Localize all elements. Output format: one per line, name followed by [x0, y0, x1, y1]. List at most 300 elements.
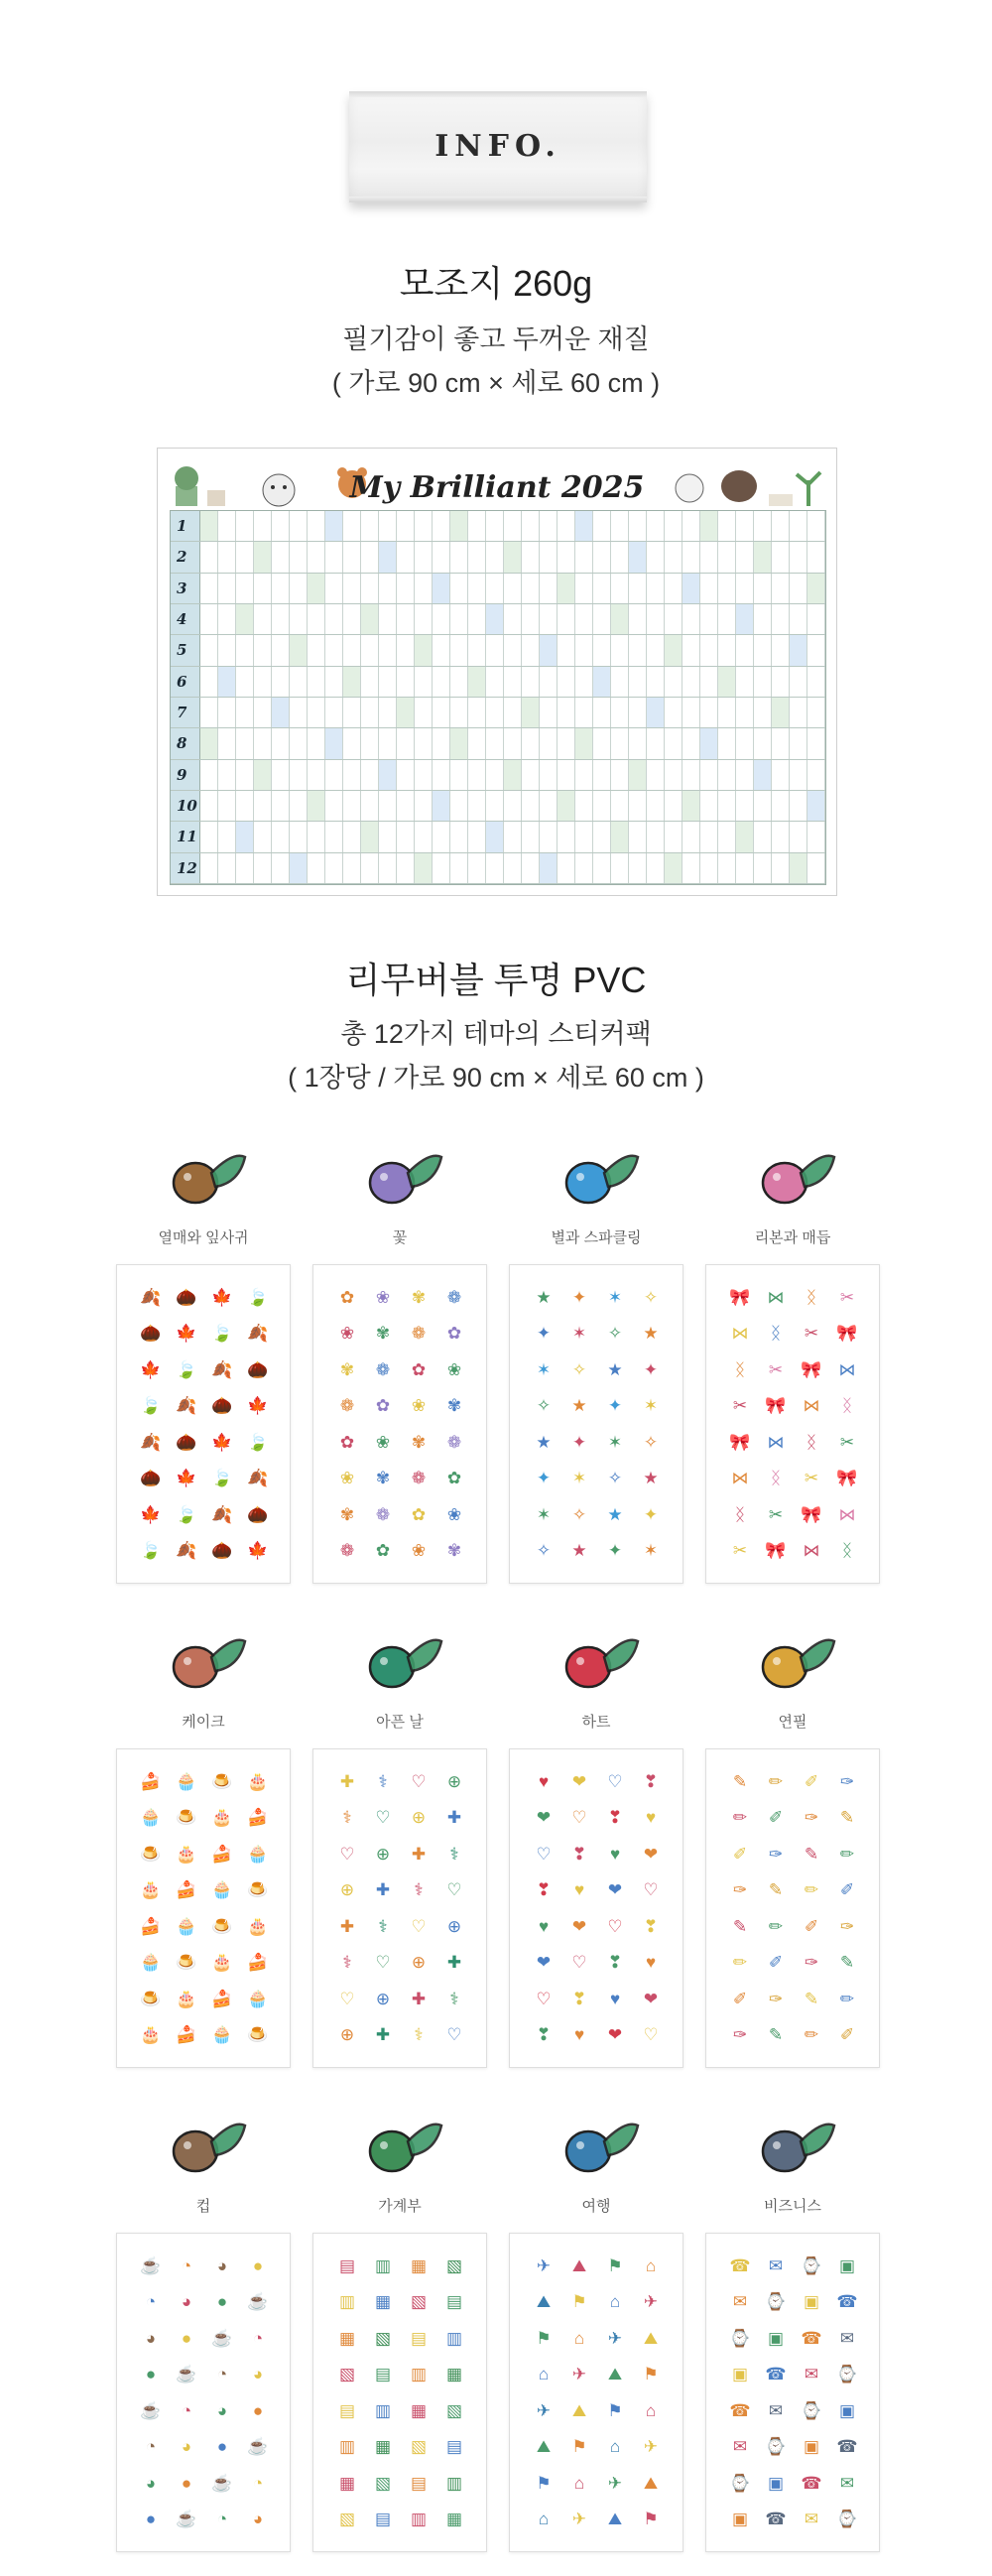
theme-name: 아픈 날 [376, 1714, 424, 1731]
sticker-icon: ✧ [607, 1469, 623, 1488]
weekend-cell [629, 542, 646, 572]
sticker-icon: 🧁 [140, 1953, 162, 1973]
sticker-icon: ⌂ [645, 2255, 657, 2275]
sticker-icon: ● [145, 2510, 157, 2529]
sticker-icon: ✑ [804, 1808, 819, 1828]
sticker-icon: ♡ [446, 1880, 462, 1900]
sticker-icon: 🌰 [247, 1359, 269, 1379]
sticker-icon: ◕ [145, 2328, 157, 2348]
sticker-icon: ❣ [643, 1916, 659, 1936]
sticker-icon: ⚑ [571, 2292, 587, 2312]
weekend-cell [558, 574, 574, 603]
sticker-icon: ✾ [339, 1359, 355, 1379]
sticker-grid [133, 1279, 276, 1569]
sticker-icon: ♡ [411, 1916, 427, 1936]
sticker-icon: ✂ [839, 1432, 855, 1452]
sticker-icon: ⌚ [765, 2437, 787, 2457]
info-tag-label: INFO. [434, 129, 561, 164]
sticker-icon: ⊕ [446, 1916, 462, 1936]
sticker-icon: ✾ [339, 1504, 355, 1524]
calendar-day-cells [200, 853, 825, 883]
sticker-icon: ▣ [767, 2473, 785, 2493]
sticker-icon: ⊕ [411, 1808, 427, 1828]
theme-name: 하트 [581, 1714, 611, 1731]
weekend-cell [272, 698, 289, 727]
sticker-icon: ✿ [411, 1359, 427, 1379]
sticker-icon: ▥ [374, 2400, 392, 2420]
sticker-icon: ❤ [643, 1989, 659, 2008]
sticker-icon: ✦ [607, 1541, 623, 1561]
sticker-icon: 🎀 [729, 1287, 751, 1307]
sticker-icon: 🎀 [801, 1359, 822, 1379]
sticker-icon: ★ [643, 1324, 659, 1344]
sticker-icon: ✿ [446, 1324, 462, 1344]
calendar-month-row [171, 542, 825, 573]
sticker-icon: ✈ [571, 2510, 587, 2529]
sticker-icon: ⌚ [836, 2365, 858, 2384]
sticker-icon: 🌰 [140, 1324, 162, 1344]
weekend-cell [593, 667, 610, 697]
sticker-icon: ▣ [838, 2400, 856, 2420]
sticker-icon: ⊕ [375, 1989, 391, 2008]
sticker-icon: ❀ [339, 1469, 355, 1488]
calendar-month-label: 2 [171, 542, 200, 572]
calendar-month-label: 6 [171, 667, 200, 697]
sticker-icon: ✂ [839, 1287, 855, 1307]
pvc-size: ( 1장당 / 가로 90 cm × 세로 60 cm ) [288, 1063, 704, 1093]
sticker-icon: 🎀 [729, 1432, 751, 1452]
sticker-icon: 🎂 [211, 1953, 233, 1973]
sticker-icon: ✾ [411, 1287, 427, 1307]
sticker-icon: ⌚ [801, 2400, 822, 2420]
sticker-icon: ☕ [247, 2437, 269, 2457]
flower-icon [350, 1143, 449, 1213]
sticker-icon: ● [181, 2473, 192, 2493]
sticker-icon: 🎀 [836, 1469, 858, 1488]
sticker-icon: ✦ [536, 1469, 552, 1488]
sticker-icon: 🍂 [176, 1396, 197, 1416]
weekend-cell [807, 574, 824, 603]
sticker-icon: ★ [571, 1396, 587, 1416]
sticker-icon: ● [252, 2255, 264, 2275]
sticker-icon: ⊕ [375, 1844, 391, 1864]
sticker-icon: ☎ [836, 2437, 858, 2457]
weekend-cell [361, 604, 378, 634]
sticker-icon: ✑ [732, 1880, 748, 1900]
sticker-icon: 🍰 [140, 1916, 162, 1936]
sticker-icon: ✿ [411, 1504, 427, 1524]
sticker-icon: 🍰 [247, 1808, 269, 1828]
sticker-icon: ★ [607, 1359, 623, 1379]
sticker-icon: ▣ [731, 2365, 749, 2384]
weekend-cell [540, 635, 557, 665]
sticker-icon: ❣ [607, 1953, 623, 1973]
sticker-icon: ♡ [536, 1989, 552, 2008]
sticker-icon: ✦ [571, 1287, 587, 1307]
sticker-icon: ▦ [445, 2510, 463, 2529]
sticker-icon: ❁ [375, 1359, 391, 1379]
sticker-icon: ⋈ [767, 1432, 785, 1452]
sticker-icon: 🍂 [211, 1359, 233, 1379]
weekend-cell [486, 604, 503, 634]
sticker-icon: ✐ [768, 1953, 784, 1973]
weekend-cell [611, 604, 628, 634]
sticker-icon: ▧ [410, 2437, 428, 2457]
sticker-icon: ✏ [839, 1844, 855, 1864]
sticker-icon: 🍁 [176, 1469, 197, 1488]
sticker-grid [526, 2248, 669, 2537]
sticker-icon: ✧ [536, 1396, 552, 1416]
sticker-icon: 🍁 [211, 1432, 233, 1452]
sticker-icon: ✂ [732, 1541, 748, 1561]
sticker-icon: ✈ [607, 2473, 623, 2493]
sticker-icon: ☕ [211, 2328, 233, 2348]
weekend-cell [415, 853, 432, 883]
sticker-icon: ✏ [732, 1953, 748, 1973]
sticker-icon: ● [216, 2437, 228, 2457]
sticker-icon: ❁ [411, 1469, 427, 1488]
sticker-icon: ⛰ [643, 2328, 659, 2348]
sticker-grid [722, 1279, 865, 1569]
sticker-icon: ▦ [410, 2400, 428, 2420]
sticker-icon: ☕ [247, 2292, 269, 2312]
weekend-cell [450, 728, 467, 758]
sticker-icon: ★ [571, 1541, 587, 1561]
sticker-icon: ✐ [804, 1771, 819, 1791]
paper-size: ( 가로 90 cm × 세로 60 cm ) [331, 368, 661, 398]
weekend-cell [325, 511, 342, 541]
sticker-icon: ✚ [446, 1953, 462, 1973]
sticker-icon: 🍰 [140, 1771, 162, 1791]
poster-title: My Brilliant 2025 [349, 470, 645, 505]
calendar-month-row [171, 760, 825, 791]
sticker-icon: ♥ [645, 1953, 657, 1973]
paper-desc: 필기감이 좋고 두꺼운 재질 [342, 324, 650, 354]
calendar-day-cells [200, 791, 825, 821]
sticker-icon: ◔ [181, 2400, 192, 2420]
sticker-icon: ✈ [607, 2328, 623, 2348]
sticker-icon: ▧ [445, 2400, 463, 2420]
sticker-icon: 🧁 [211, 2025, 233, 2045]
sticker-icon: ✉ [768, 2255, 784, 2275]
sticker-icon: ◔ [216, 2365, 228, 2384]
sticker-icon: ⚑ [643, 2365, 659, 2384]
weekend-cell [468, 667, 485, 697]
sticker-icon: ☎ [729, 2400, 751, 2420]
sticker-icon: ⛰ [607, 2365, 623, 2384]
sticker-icon: ✉ [804, 2365, 819, 2384]
calendar-month-row [171, 698, 825, 728]
sticker-icon: ▤ [374, 2365, 392, 2384]
sticker-icon: ▤ [338, 2400, 356, 2420]
sticker-icon: ★ [536, 1432, 552, 1452]
sticker-icon: 🎂 [247, 1771, 269, 1791]
sticker-icon: ⚕ [378, 1771, 388, 1791]
sticker-icon: 🎀 [765, 1541, 787, 1561]
weekend-cell [790, 635, 806, 665]
sticker-icon: ◕ [216, 2400, 228, 2420]
sticker-icon: ✿ [375, 1396, 391, 1416]
sticker-icon: 🌰 [176, 1432, 197, 1452]
weekend-cell [200, 511, 217, 541]
sticker-icon: ❤ [607, 2025, 623, 2045]
sticker-icon: ✉ [839, 2328, 855, 2348]
sticker-icon: ⊕ [339, 2025, 355, 2045]
calendar-month-row [171, 604, 825, 635]
weekend-cell [308, 574, 324, 603]
sticker-icon: ✏ [804, 2025, 819, 2045]
sticker-icon: ☕ [176, 2365, 197, 2384]
sticker-icon: ✑ [768, 1989, 784, 2008]
weekend-cell [807, 791, 824, 821]
sticker-grid [329, 1279, 472, 1569]
sticker-icon: ⚑ [607, 2255, 623, 2275]
sticker-icon: ▧ [374, 2328, 392, 2348]
calendar-day-cells [200, 574, 825, 603]
sticker-icon: ▦ [374, 2437, 392, 2457]
weekend-cell [611, 822, 628, 851]
sticker-icon: ✶ [536, 1504, 552, 1524]
sticker-icon: ⌂ [573, 2473, 585, 2493]
sticker-icon: ⚑ [536, 2328, 552, 2348]
weekend-cell [433, 574, 449, 603]
sticker-icon: ◔ [181, 2255, 192, 2275]
sticker-icon: 🌰 [176, 1287, 197, 1307]
pencil-icon [743, 1627, 842, 1697]
sticker-icon: ❁ [411, 1324, 427, 1344]
sticker-icon: ◕ [181, 2292, 192, 2312]
sticker-icon: ✦ [536, 1324, 552, 1344]
sticker-icon: ✶ [571, 1324, 587, 1344]
sticker-icon: ✧ [571, 1359, 587, 1379]
weekend-cell [629, 760, 646, 790]
sticker-icon: ⛰ [643, 2473, 659, 2493]
sticker-sheet [312, 1748, 487, 2068]
calendar-month-row [171, 574, 825, 604]
sticker-icon: ◔ [216, 2510, 228, 2529]
sticker-icon: 🌰 [211, 1396, 233, 1416]
sticker-icon: 🍰 [176, 2025, 197, 2045]
sticker-icon: ❁ [446, 1287, 462, 1307]
weekend-cell [736, 822, 753, 851]
sticker-icon: ♡ [375, 1808, 391, 1828]
sticker-icon: ♥ [573, 1880, 585, 1900]
sticker-icon: ⌂ [538, 2365, 550, 2384]
sticker-icon: ✾ [446, 1396, 462, 1416]
sticker-icon: ▤ [445, 2437, 463, 2457]
sticker-icon: 🍁 [211, 1287, 233, 1307]
sticker-icon: ✂ [768, 1359, 784, 1379]
sticker-icon: ⋈ [838, 1359, 856, 1379]
sticker-icon: ★ [536, 1287, 552, 1307]
sticker-icon: ✾ [375, 1469, 391, 1488]
sticker-icon: ❣ [607, 1808, 623, 1828]
theme-name: 꽃 [392, 1229, 408, 1246]
weekend-cell [504, 760, 521, 790]
sticker-icon: ▤ [338, 2255, 356, 2275]
calendar-month-label: 4 [171, 604, 200, 634]
sticker-icon: ✉ [768, 2400, 784, 2420]
sticker-icon: ☕ [211, 2473, 233, 2493]
weekend-cell [325, 728, 342, 758]
business-icon [743, 2112, 842, 2181]
sticker-icon: ✉ [732, 2437, 748, 2457]
sticker-icon: ◕ [216, 2255, 228, 2275]
sticker-icon: ✦ [643, 1504, 659, 1524]
sticker-icon: ♡ [643, 2025, 659, 2045]
sticker-icon: 🌰 [140, 1469, 162, 1488]
sticker-icon: ◕ [145, 2473, 157, 2493]
sticker-icon: ❀ [411, 1396, 427, 1416]
sticker-icon: 🍃 [211, 1324, 233, 1344]
sticker-grid [133, 2248, 276, 2537]
sticker-icon: ✚ [446, 1808, 462, 1828]
sticker-icon: ⋈ [803, 1396, 820, 1416]
sticker-icon: ✧ [643, 1432, 659, 1452]
sticker-grid [133, 1763, 276, 2053]
weekend-cell [415, 635, 432, 665]
sticker-icon: ❀ [339, 1324, 355, 1344]
sticker-icon: ⛰ [607, 2510, 623, 2529]
sticker-icon: ᛝ [770, 1469, 782, 1488]
sticker-icon: ❤ [571, 1771, 587, 1791]
sticker-icon: ☎ [801, 2328, 822, 2348]
sticker-icon: ✚ [375, 1880, 391, 1900]
sticker-icon: ☕ [140, 2400, 162, 2420]
sticker-icon: ▦ [445, 2365, 463, 2384]
theme-name: 열매와 잎사귀 [158, 1229, 249, 1246]
calendar-day-cells [200, 635, 825, 665]
sticker-grid [722, 2248, 865, 2537]
poster-illustration-right [670, 451, 828, 510]
sticker-icon: ♡ [643, 1880, 659, 1900]
sticker-icon: 🍰 [247, 1953, 269, 1973]
sticker-icon: 🍁 [140, 1504, 162, 1524]
weekend-cell [790, 853, 806, 883]
sticker-icon: ✎ [732, 1771, 748, 1791]
sticker-icon: ✾ [446, 1541, 462, 1561]
sticker-icon: ★ [607, 1504, 623, 1524]
sticker-icon: ⚕ [414, 2025, 424, 2045]
weekend-cell [575, 511, 592, 541]
sticker-sheet [116, 1748, 291, 2068]
sticker-icon: ❣ [536, 1880, 552, 1900]
sticker-icon: ❁ [339, 1541, 355, 1561]
sticker-icon: ᛝ [841, 1541, 853, 1561]
sticker-icon: 🧁 [176, 1916, 197, 1936]
sticker-icon: ⚑ [607, 2400, 623, 2420]
theme-name: 케이크 [182, 1714, 225, 1731]
sticker-icon: ❁ [339, 1396, 355, 1416]
sticker-icon: ● [145, 2365, 157, 2384]
sticker-grid [722, 1763, 865, 2053]
sticker-icon: ✐ [839, 2025, 855, 2045]
weekend-cell [772, 698, 789, 727]
sticker-icon: 🎂 [176, 1844, 197, 1864]
weekend-cell [236, 822, 253, 851]
sticker-icon: ᛝ [734, 1504, 746, 1524]
sticker-icon: ♥ [609, 1989, 621, 2008]
weekend-cell [379, 542, 396, 572]
sticker-icon: ❣ [571, 1989, 587, 2008]
ribbon-icon [743, 1143, 842, 1213]
sticker-icon: ✂ [732, 1396, 748, 1416]
calendar-month-row [171, 853, 825, 884]
pvc-desc: 총 12가지 테마의 스티커팩 [340, 1019, 652, 1049]
sticker-icon: ❣ [643, 1771, 659, 1791]
sticker-icon: ✏ [839, 1989, 855, 2008]
sticker-icon: 🍰 [211, 1989, 233, 2008]
sticker-icon: ❀ [446, 1504, 462, 1524]
sticker-sheet [116, 2233, 291, 2552]
sticker-icon: 🍮 [211, 1916, 233, 1936]
sticker-grid [329, 1763, 472, 2053]
weekend-cell [308, 791, 324, 821]
sticker-icon: 🍃 [211, 1469, 233, 1488]
sticker-icon: ⚕ [342, 1808, 352, 1828]
sticker-icon: ❀ [446, 1359, 462, 1379]
sticker-icon: 🍂 [211, 1504, 233, 1524]
sticker-icon: 🍮 [140, 1989, 162, 2008]
sticker-icon: ♡ [571, 1808, 587, 1828]
sticker-icon: ✎ [768, 1880, 784, 1900]
sticker-icon: ✶ [571, 1469, 587, 1488]
sticker-icon: ✎ [804, 1844, 819, 1864]
sticker-icon: ✎ [804, 1989, 819, 2008]
sticker-icon: ❣ [571, 1844, 587, 1864]
sticker-icon: ▣ [731, 2510, 749, 2529]
sticker-icon: ◔ [252, 2328, 264, 2348]
sticker-icon: 🎂 [247, 1916, 269, 1936]
sticker-icon: 🧁 [247, 1989, 269, 2008]
sticker-icon: ▣ [803, 2437, 820, 2457]
sticker-icon: ✿ [339, 1287, 355, 1307]
sticker-icon: ✎ [839, 1953, 855, 1973]
sticker-icon: ▣ [838, 2255, 856, 2275]
sticker-icon: ✐ [732, 1989, 748, 2008]
sticker-icon: ⌂ [609, 2437, 621, 2457]
travel-icon [547, 2112, 646, 2181]
sticker-icon: 🍮 [140, 1844, 162, 1864]
sticker-icon: ⚑ [643, 2510, 659, 2529]
sticker-icon: 🍃 [140, 1541, 162, 1561]
sticker-icon: ♡ [339, 1844, 355, 1864]
sticker-icon: ▧ [338, 2365, 356, 2384]
sticker-icon: ✶ [643, 1541, 659, 1561]
sticker-icon: ♡ [607, 1771, 623, 1791]
sticker-icon: ⌂ [573, 2328, 585, 2348]
paper-title: 모조지 260g [399, 263, 593, 304]
weekend-cell [754, 760, 771, 790]
sticker-icon: ☎ [836, 2292, 858, 2312]
sticker-icon: ◔ [145, 2292, 157, 2312]
sticker-grid [329, 2248, 472, 2537]
sticker-icon: ✏ [768, 1771, 784, 1791]
sticker-icon: ♡ [411, 1771, 427, 1791]
sticker-icon: 🎂 [176, 1989, 197, 2008]
sticker-icon: ❤ [536, 1953, 552, 1973]
sticker-icon: ✾ [375, 1324, 391, 1344]
sticker-icon: ✿ [375, 1541, 391, 1561]
sticker-icon: 🍂 [140, 1287, 162, 1307]
sticker-icon: ⌂ [609, 2292, 621, 2312]
sticker-sheet [312, 1264, 487, 1584]
sticker-icon: ☎ [729, 2255, 751, 2275]
sticker-icon: ✏ [768, 1916, 784, 1936]
sticker-icon: ⋈ [767, 1287, 785, 1307]
sticker-icon: ● [252, 2400, 264, 2420]
sticker-icon: ▥ [374, 2255, 392, 2275]
